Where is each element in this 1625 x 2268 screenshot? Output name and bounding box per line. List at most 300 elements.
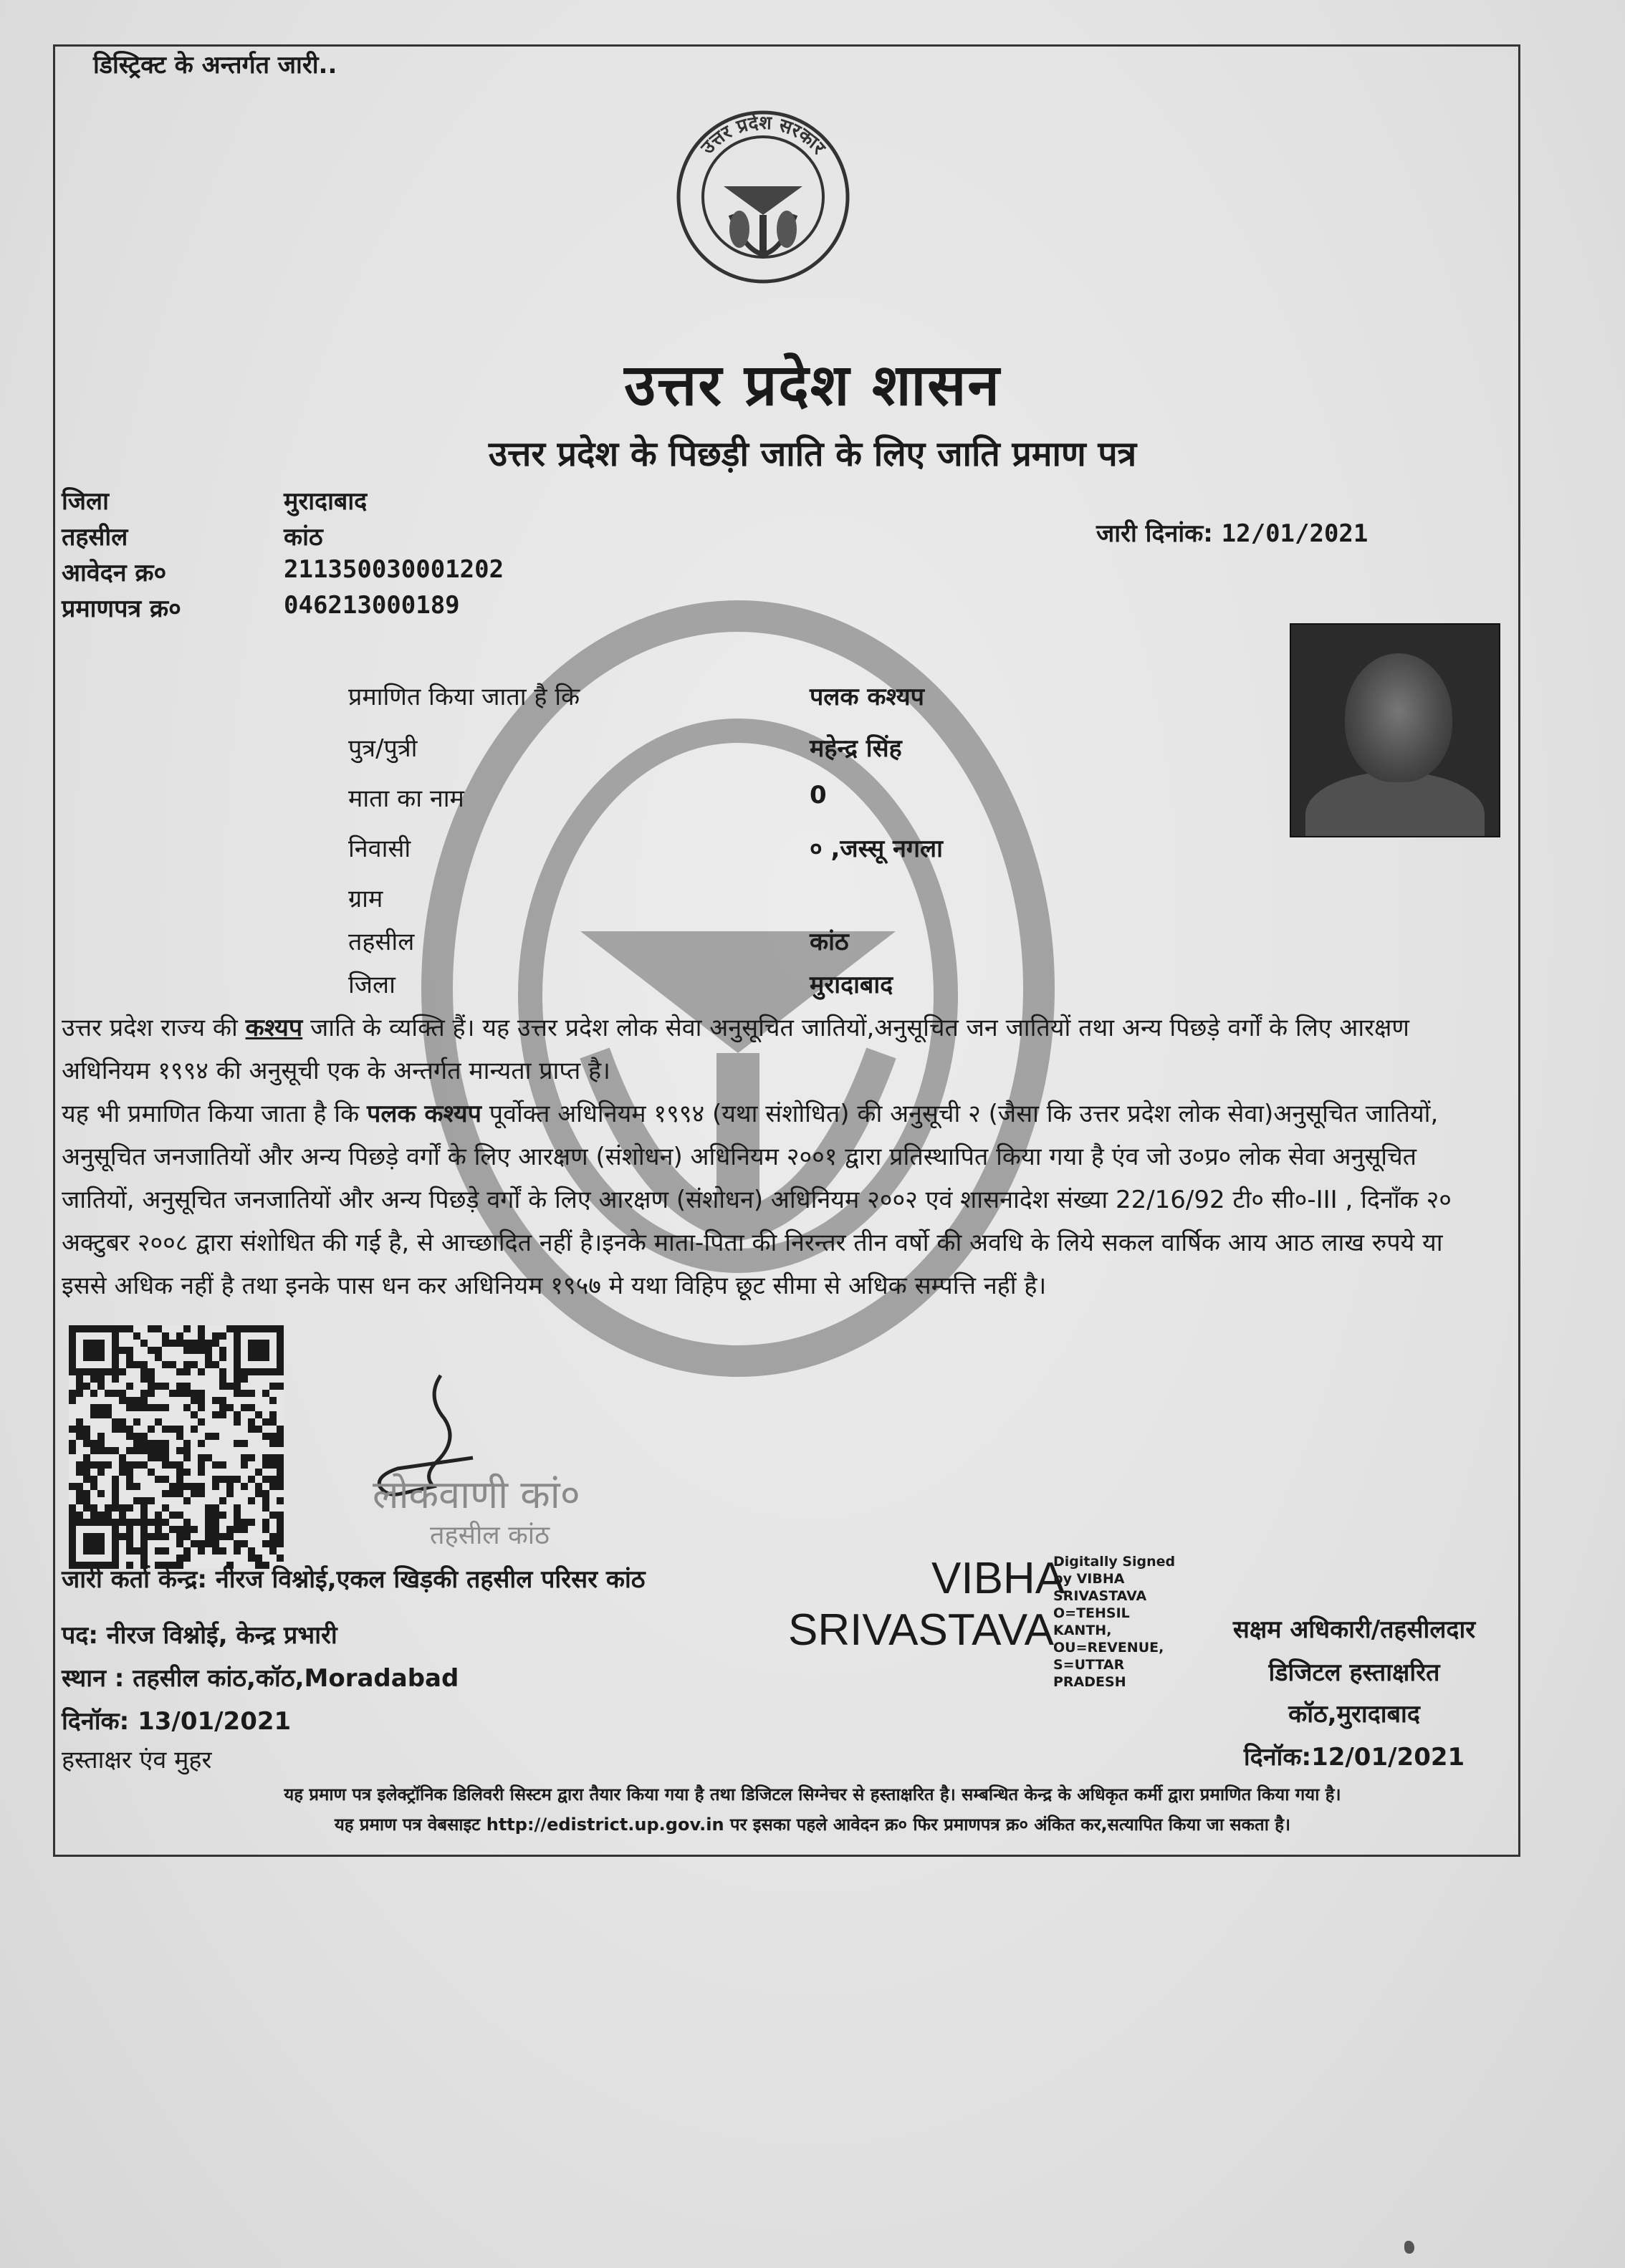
qr-module [112, 1504, 119, 1512]
qr-module [183, 1390, 191, 1397]
qr-module [191, 1526, 198, 1533]
qr-module [133, 1519, 140, 1526]
qr-module [69, 1483, 76, 1490]
qr-module [97, 1411, 105, 1418]
qr-module [133, 1361, 140, 1368]
qr-module [198, 1325, 205, 1332]
footer-line-1: यह प्रमाण पत्र इलेक्ट्रॉनिक डिलिवरी सिस्टम द्वारा तैयार किया गया है तथा डिजिटल सिग्नेचर से हस्ताक्षरित है। सम्बन्धित केन्द्र के अधिकृत कर्मी द्वारा प्रमाणित किया गया है। [284, 1784, 1341, 1805]
qr-module [83, 1454, 90, 1461]
qr-module [169, 1526, 176, 1533]
qr-module [248, 1454, 255, 1461]
qr-module [126, 1483, 133, 1490]
qr-module [191, 1390, 198, 1397]
qr-module [212, 1519, 219, 1526]
qr-module [248, 1404, 255, 1411]
qr-module [191, 1540, 198, 1547]
qr-module [155, 1447, 162, 1454]
qr-module [277, 1555, 284, 1562]
qr-module [198, 1347, 205, 1354]
qr-module [76, 1375, 83, 1383]
qr-module [234, 1418, 241, 1426]
certificate-no-label: प्रमाणपत्र क्र० [62, 595, 181, 623]
qr-module [169, 1483, 176, 1490]
qr-module [198, 1390, 205, 1397]
qr-module [155, 1533, 162, 1540]
qr-module [162, 1490, 169, 1497]
qr-module [140, 1512, 148, 1519]
qr-module [176, 1469, 183, 1476]
qr-module [148, 1383, 155, 1390]
qr-module [83, 1504, 90, 1512]
certificate-no-value: 046213000189 [284, 591, 460, 620]
qr-module [169, 1461, 176, 1469]
qr-module [191, 1361, 198, 1368]
qr-module [148, 1497, 155, 1504]
qr-module [133, 1433, 140, 1440]
qr-module [219, 1368, 226, 1375]
qr-module [219, 1547, 226, 1555]
qr-module [133, 1397, 140, 1404]
qr-module [162, 1447, 169, 1454]
qr-module [176, 1390, 183, 1397]
qr-module [205, 1512, 212, 1519]
qr-module [148, 1469, 155, 1476]
qr-module [183, 1361, 191, 1368]
issuer-post: पद: नीरज विश्नोई, केन्द्र प्रभारी [62, 1621, 337, 1650]
qr-module [269, 1461, 277, 1469]
ink-speck [1404, 2241, 1414, 2254]
qr-module [148, 1519, 155, 1526]
qr-module [69, 1426, 76, 1433]
qr-module [212, 1476, 219, 1483]
qr-module [176, 1461, 183, 1469]
district-label: जिला [62, 487, 109, 516]
qr-module [255, 1483, 262, 1490]
qr-module [126, 1383, 133, 1390]
qr-module [112, 1497, 119, 1504]
qr-module [191, 1426, 198, 1433]
qr-module [248, 1519, 255, 1526]
qr-module [234, 1519, 241, 1526]
qr-module [155, 1347, 162, 1354]
qr-module [162, 1340, 169, 1347]
digital-signer-name-2: SRIVASTAVA [788, 1605, 1054, 1655]
issuer-sign-label: हस्ताक्षर एंव मुहर [62, 1746, 212, 1774]
footer-line-2: यह प्रमाण पत्र वेबसाइट http://edistrict.up.gov.in पर इसका पहले आवेदन क्र० फिर प्रमाणपत्र क्र० अंकित कर,सत्यापित किया जा सकता है। [334, 1815, 1291, 1835]
qr-module [241, 1461, 248, 1469]
qr-module [155, 1383, 162, 1390]
qr-module [148, 1447, 155, 1454]
qr-module [176, 1368, 183, 1375]
qr-module [119, 1469, 126, 1476]
qr-module [126, 1476, 133, 1483]
qr-module [183, 1440, 191, 1447]
qr-module [248, 1547, 255, 1555]
qr-module [169, 1390, 176, 1397]
qr-module [176, 1533, 183, 1540]
qr-module [126, 1519, 133, 1526]
qr-module [148, 1325, 155, 1332]
qr-module [155, 1454, 162, 1461]
qr-module [262, 1454, 269, 1461]
qr-module [169, 1340, 176, 1347]
qr-module [198, 1404, 205, 1411]
qr-module [97, 1461, 105, 1469]
qr-module [212, 1433, 219, 1440]
qr-module [162, 1547, 169, 1555]
qr-module [155, 1404, 162, 1411]
qr-module [140, 1504, 148, 1512]
qr-module [112, 1447, 119, 1454]
qr-module [90, 1447, 97, 1454]
qr-module [277, 1533, 284, 1540]
qr-module [155, 1526, 162, 1533]
qr-module [119, 1390, 126, 1397]
qr-module [133, 1483, 140, 1490]
qr-module [234, 1547, 241, 1555]
qr-module [176, 1526, 183, 1533]
qr-module [140, 1461, 148, 1469]
qr-module [269, 1440, 277, 1447]
qr-module [226, 1404, 234, 1411]
qr-module [183, 1526, 191, 1533]
qr-module [183, 1547, 191, 1555]
qr-module [162, 1361, 169, 1368]
qr-module [140, 1433, 148, 1440]
qr-module [148, 1375, 155, 1383]
qr-module [226, 1483, 234, 1490]
handwritten-signature [358, 1361, 716, 1547]
caste-paragraph-part1: उत्तर प्रदेश राज्य की [62, 1014, 246, 1042]
qr-module [76, 1390, 83, 1397]
qr-module [126, 1354, 133, 1361]
qr-module [140, 1533, 148, 1540]
qr-module [219, 1411, 226, 1418]
dsig-line: O=TEHSIL [1053, 1605, 1130, 1621]
qr-module [126, 1404, 133, 1411]
qr-module [133, 1447, 140, 1454]
qr-module [155, 1325, 162, 1332]
dsig-line: Digitally Signed [1053, 1554, 1176, 1570]
qr-module [198, 1368, 205, 1375]
qr-module [226, 1383, 234, 1390]
qr-module [262, 1497, 269, 1504]
qr-module [205, 1340, 212, 1347]
qr-module [119, 1325, 126, 1332]
qr-module [183, 1340, 191, 1347]
qr-module [126, 1426, 133, 1433]
qr-module [83, 1440, 90, 1447]
qr-module [176, 1433, 183, 1440]
qr-module [226, 1526, 234, 1533]
officer-title: सक्षम अधिकारी/तहसीलदार [1232, 1615, 1476, 1644]
qr-module [183, 1555, 191, 1562]
issue-date-value: 12/01/2021 [1221, 519, 1368, 548]
qr-module [140, 1404, 148, 1411]
qr-module [226, 1476, 234, 1483]
qr-module [112, 1418, 119, 1426]
issuer-center: जारी कर्ता केन्द्र: नीरज विश्नोई,एकल खिड़की तहसील परिसर कांठ [62, 1565, 646, 1594]
resident-value: ० ,जस्सू नगला [810, 835, 943, 863]
qr-module [119, 1418, 126, 1426]
qr-module [133, 1332, 140, 1340]
qr-module [277, 1497, 284, 1504]
qr-module [198, 1454, 205, 1461]
qr-module [212, 1512, 219, 1519]
qr-module [234, 1526, 241, 1533]
qr-module [90, 1476, 97, 1483]
applicant-photo [1290, 623, 1500, 837]
qr-module [148, 1440, 155, 1447]
qr-module [219, 1397, 226, 1404]
qr-module [176, 1383, 183, 1390]
qr-module [133, 1461, 140, 1469]
issuer-place: स्थान : तहसील कांठ,कॉठ,Moradabad [62, 1664, 459, 1693]
qr-module [69, 1447, 76, 1454]
qr-module [148, 1368, 155, 1375]
dsig-line: PRADESH [1053, 1674, 1126, 1690]
applicant-name-value: पलक कश्यप [810, 683, 924, 711]
qr-module [191, 1490, 198, 1497]
qr-module [90, 1375, 97, 1383]
qr-module [119, 1368, 126, 1375]
qr-module [83, 1533, 105, 1555]
qr-module [219, 1512, 226, 1519]
qr-module [262, 1390, 269, 1397]
qr-module [198, 1340, 205, 1347]
qr-module [140, 1375, 148, 1383]
qr-module [234, 1476, 241, 1483]
qr-module [269, 1418, 277, 1426]
qr-module [255, 1426, 262, 1433]
dsig-line: OU=REVENUE, [1053, 1640, 1164, 1656]
qr-module [112, 1490, 119, 1497]
qr-module [183, 1368, 191, 1375]
qr-module [277, 1512, 284, 1519]
village-label: ग्राम [348, 885, 383, 913]
qr-module [234, 1411, 241, 1418]
qr-module [277, 1426, 284, 1433]
qr-module [241, 1375, 248, 1383]
qr-module [140, 1526, 148, 1533]
qr-module [255, 1411, 262, 1418]
qr-module [126, 1361, 133, 1368]
qr-module [112, 1476, 119, 1483]
qr-module [162, 1454, 169, 1461]
qr-module [269, 1483, 277, 1490]
qr-module [234, 1504, 241, 1512]
qr-module [119, 1504, 126, 1512]
qr-module [212, 1397, 219, 1404]
qr-module [76, 1512, 83, 1519]
qr-module [90, 1390, 97, 1397]
qr-module [241, 1454, 248, 1461]
qr-module [269, 1411, 277, 1418]
qr-module [148, 1426, 155, 1433]
qr-module [219, 1375, 226, 1383]
qr-module [176, 1332, 183, 1340]
qr-module [105, 1411, 112, 1418]
application-no-label: आवेदन क्र० [62, 559, 167, 587]
qr-module [255, 1555, 262, 1562]
qr-module [176, 1426, 183, 1433]
qr-module [112, 1426, 119, 1433]
qr-module [183, 1483, 191, 1490]
qr-module [76, 1433, 83, 1440]
qr-module [241, 1526, 248, 1533]
qr-module [169, 1426, 176, 1433]
qr-module [219, 1497, 226, 1504]
qr-module [126, 1447, 133, 1454]
qr-module [105, 1504, 112, 1512]
qr-module [162, 1440, 169, 1447]
field-tehsil-label: तहसील [348, 928, 415, 956]
emblem-ring-text: उत्तर प्रदेश सरकार [696, 112, 830, 159]
qr-module [198, 1461, 205, 1469]
qr-module [176, 1512, 183, 1519]
qr-module [83, 1383, 90, 1390]
caste-paragraph [62, 1006, 1495, 1092]
qr-module [162, 1461, 169, 1469]
certify-label: प्रमाणित किया जाता है कि [348, 683, 580, 711]
qr-module [148, 1404, 155, 1411]
qr-module [255, 1490, 262, 1497]
qr-module [119, 1454, 126, 1461]
qr-module [262, 1540, 269, 1547]
qr-module [176, 1490, 183, 1497]
qr-module [97, 1375, 105, 1383]
qr-module [162, 1533, 169, 1540]
qr-module [234, 1375, 241, 1383]
qr-module [69, 1440, 76, 1447]
qr-module [198, 1332, 205, 1340]
qr-module [183, 1519, 191, 1526]
qr-module [169, 1490, 176, 1497]
qr-module [255, 1469, 262, 1476]
qr-module [133, 1497, 140, 1504]
qr-module [183, 1347, 191, 1354]
qr-module [248, 1426, 255, 1433]
qr-module [205, 1454, 212, 1461]
qr-module [248, 1418, 255, 1426]
issue-date-label: जारी दिनांक: [1096, 519, 1213, 548]
qr-module [262, 1504, 269, 1512]
field-tehsil-value: कांठ [810, 928, 849, 956]
qr-module [205, 1354, 212, 1361]
qr-module [248, 1497, 255, 1504]
qr-module [212, 1361, 219, 1368]
qr-module [198, 1469, 205, 1476]
qr-module [126, 1433, 133, 1440]
qr-module [234, 1440, 241, 1447]
qr-module [212, 1340, 219, 1347]
qr-module [105, 1447, 112, 1454]
qr-module [277, 1461, 284, 1469]
qr-module [198, 1490, 205, 1497]
qr-module [241, 1440, 248, 1447]
qr-module [219, 1533, 226, 1540]
qr-module [126, 1325, 133, 1332]
qr-module [105, 1461, 112, 1469]
qr-module [76, 1483, 83, 1490]
qr-module [105, 1512, 112, 1519]
qr-module [248, 1340, 269, 1361]
qr-module [76, 1383, 83, 1390]
qr-module [105, 1390, 112, 1397]
qr-module [97, 1469, 105, 1476]
qr-module [140, 1361, 148, 1368]
qr-module [241, 1404, 248, 1411]
qr-module [155, 1476, 162, 1483]
qr-module [76, 1469, 83, 1476]
qr-module [97, 1512, 105, 1519]
qr-module [183, 1533, 191, 1540]
qr-module [148, 1390, 155, 1397]
qr-module [198, 1540, 205, 1547]
issue-date [1096, 516, 1368, 549]
qr-module [269, 1433, 277, 1440]
qr-module [112, 1390, 119, 1397]
qr-module [205, 1347, 212, 1354]
qr-module [205, 1533, 212, 1540]
qr-module [90, 1512, 97, 1519]
page-title: उत्तर प्रदेश शासन [624, 352, 1001, 418]
qr-module [277, 1526, 284, 1533]
officer-sign: डिजिटल हस्ताक्षरित [1268, 1658, 1440, 1687]
qr-module [140, 1440, 148, 1447]
page-subtitle: उत्तर प्रदेश के पिछड़ी जाति के लिए जाति प्रमाण पत्र [488, 434, 1137, 474]
application-no-value: 211350030001202 [284, 555, 504, 584]
qr-module [112, 1483, 119, 1490]
dsig-line: by VIBHA [1053, 1571, 1125, 1587]
qr-module [183, 1497, 191, 1504]
qr-module [83, 1461, 90, 1469]
qr-module [69, 1504, 76, 1512]
qr-module [140, 1390, 148, 1397]
qr-module [277, 1440, 284, 1447]
qr-module [140, 1540, 148, 1547]
qr-module [155, 1418, 162, 1426]
qr-module [155, 1512, 162, 1519]
qr-module [269, 1540, 277, 1547]
qr-module [226, 1325, 234, 1332]
qr-module [90, 1411, 97, 1418]
qr-module [262, 1476, 269, 1483]
qr-module [248, 1390, 255, 1397]
district-value: मुरादाबाद [284, 487, 368, 516]
qr-module [133, 1440, 140, 1447]
qr-module [140, 1368, 148, 1375]
field-district-label: जिला [348, 971, 396, 999]
qr-module [126, 1526, 133, 1533]
qr-module [269, 1454, 277, 1461]
qr-module [198, 1440, 205, 1447]
qr-module [205, 1361, 212, 1368]
qr-module [76, 1426, 83, 1433]
up-state-emblem-icon [674, 107, 853, 287]
resident-label: निवासी [348, 835, 411, 863]
qr-module [176, 1555, 183, 1562]
qr-module [119, 1461, 126, 1469]
qr-module [76, 1418, 83, 1426]
qr-module [90, 1404, 97, 1411]
stamp-line-1: लोकवाणी कां० [373, 1472, 580, 1517]
qr-module [176, 1476, 183, 1483]
qr-module [219, 1404, 226, 1411]
qr-module [262, 1433, 269, 1440]
qr-module [90, 1440, 97, 1447]
qr-module [198, 1397, 205, 1404]
